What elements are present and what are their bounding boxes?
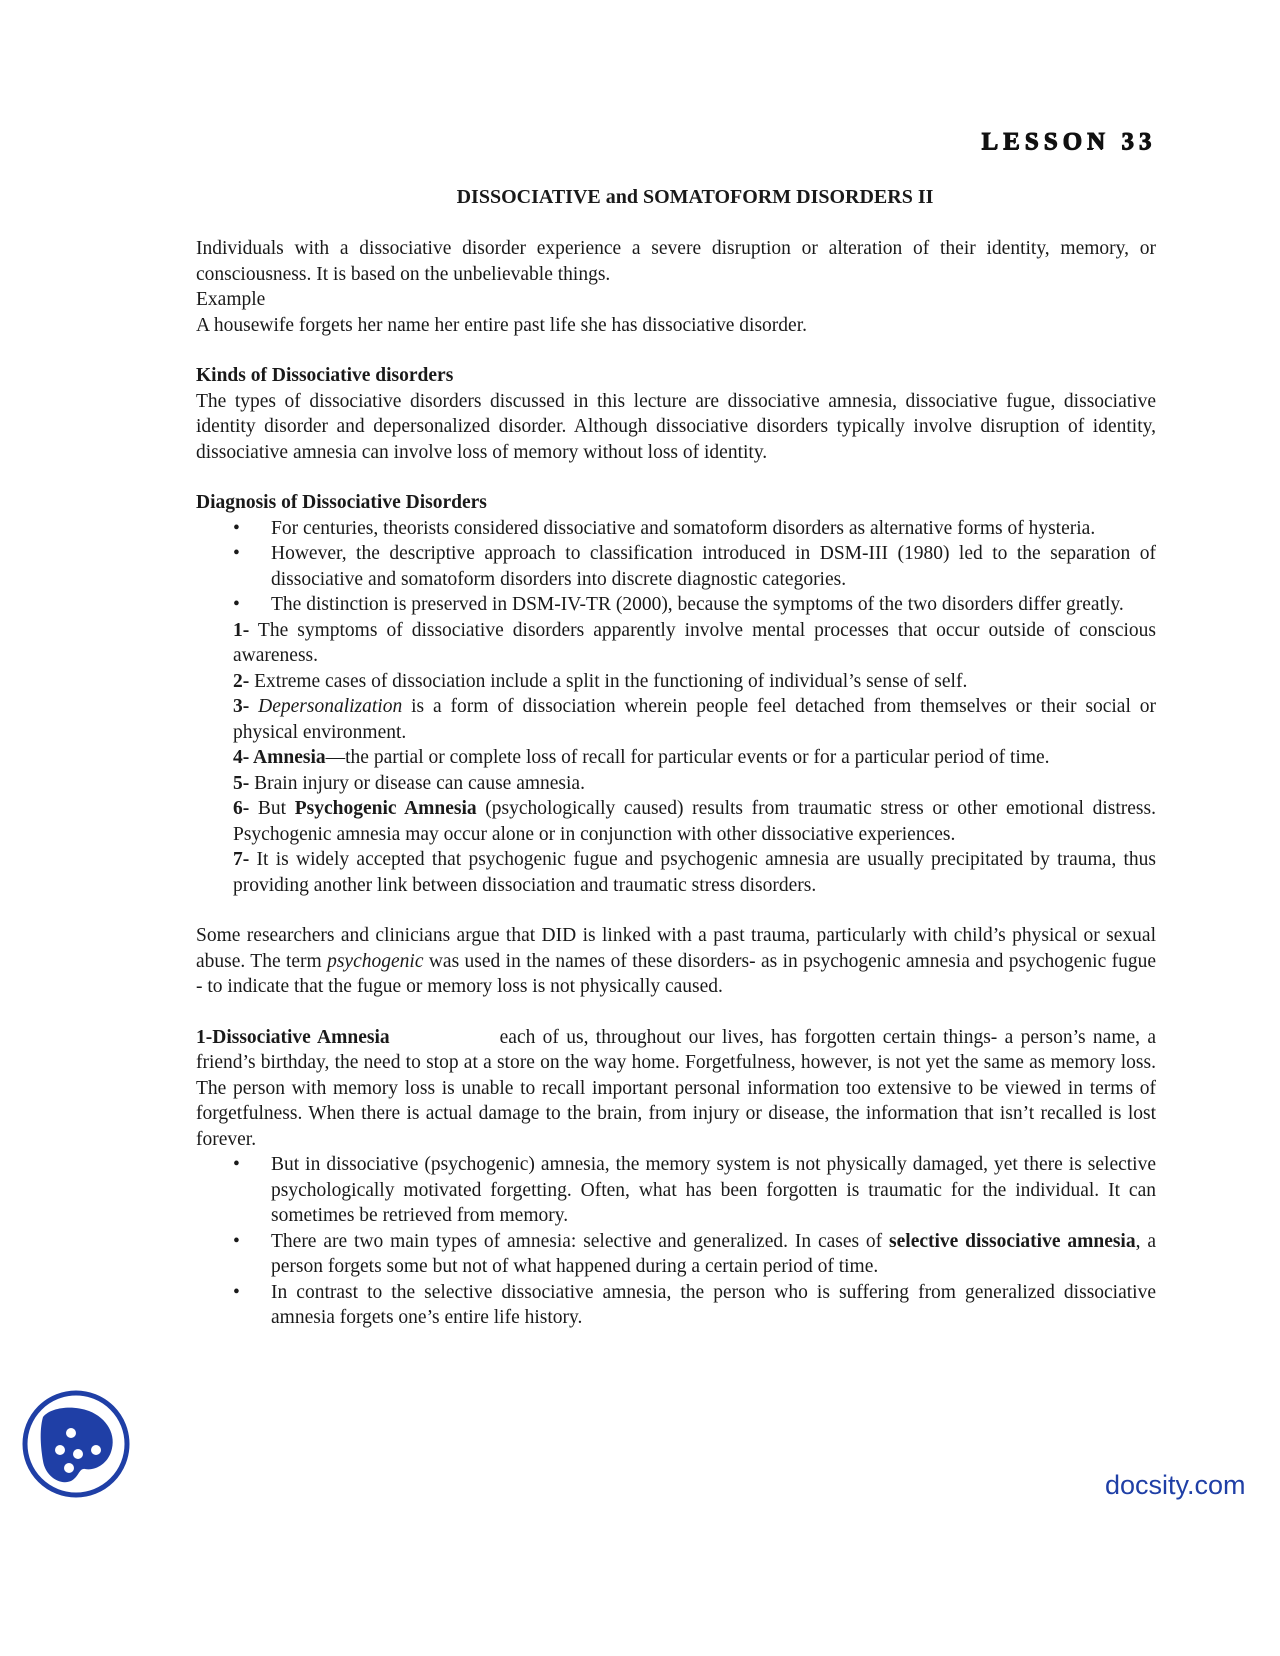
numbered-point-5: 5- Brain injury or disease can cause amnesia.	[233, 772, 585, 794]
page-title: DISSOCIATIVE and SOMATOFORM DISORDERS II	[456, 186, 934, 208]
example-text: A housewife forgets her name her entire past life she has dissociative disorder.	[196, 314, 808, 336]
lesson-number: LESSON 33	[981, 128, 1156, 155]
diagnosis-heading: Diagnosis of Dissociative Disorders	[196, 492, 487, 513]
numbered-point-4: 4- Amnesia—the partial or complete loss of recall for particular events or for a particular period of time.	[233, 747, 1050, 768]
list-item: • There are two main types of amnesia: selective and generalized. In cases of selective dissociative amnesia, a person forgets some but not of what happened during a certain period of time.	[233, 1230, 1156, 1277]
bullet-icon: •	[233, 1154, 240, 1175]
numbered-point-7: 7- It is widely accepted that psychogenic fugue and psychogenic amnesia are usually precipitated by trauma, thus providing another link between dissociation and traumatic stress disorders.	[233, 849, 1156, 896]
amnesia-heading: 1-Dissociative Amnesia	[196, 1026, 390, 1048]
numbered-point-6: 6- But Psychogenic Amnesia (psychologically caused) results from traumatic stress or other emotional distress. Psychogenic amnesia may occur alone or in conjunction with other dissociative experiences.	[233, 798, 1156, 845]
docsity-brand[interactable]: docsity.com	[1105, 1470, 1246, 1500]
kinds-heading: Kinds of Dissociative disorders	[196, 365, 454, 386]
bullet-icon: •	[233, 517, 240, 539]
document-body	[196, 236, 1156, 1331]
intro-paragraph: Individuals with a dissociative disorder experience a severe disruption or alteration of their identity, memory, or consciousness. It is based on the unbelievable things.	[196, 238, 1156, 285]
kinds-paragraph: The types of dissociative disorders discussed in this lecture are dissociative amnesia, dissociative fugue, dissociative identity disorder and depersonalized disorder. Although dissociative disorders typically involve disruption of identity, dissociative amnesia can involve loss of memory without loss of identity.	[196, 390, 1156, 463]
numbered-point-3: 3- Depersonalization is a form of dissociation wherein people feel detached from themselves or their social or physical environment.	[233, 696, 1157, 743]
docsity-logo-icon	[21, 1389, 131, 1499]
numbered-point-1: 1- The symptoms of dissociative disorders apparently involve mental processes that occur outside of conscious awareness.	[233, 619, 1156, 666]
list-item: • For centuries, theorists considered dissociative and somatoform disorders as alternative forms of hysteria.	[233, 516, 1156, 542]
example-label: Example	[196, 289, 266, 310]
bullet-icon: •	[233, 594, 240, 615]
list-item: • In contrast to the selective dissociative amnesia, the person who is suffering from generalized dissociative amnesia forgets one’s entire life history.	[233, 1281, 1156, 1328]
bullet-icon: •	[233, 543, 240, 564]
numbered-point-2: 2- Extreme cases of dissociation include a split in the functioning of individual’s sense of self.	[233, 670, 968, 692]
bullet-icon: •	[233, 1230, 240, 1252]
list-item: • But in dissociative (psychogenic) amnesia, the memory system is not physically damaged, yet there is selective psychologically motivated forgetting. Often, what has been forgotten is traumatic for the individual. It can sometimes be retrieved from memory.	[233, 1154, 1156, 1226]
list-item: • The distinction is preserved in DSM-IV-TR (2000), because the symptoms of the two disorders differ greatly.	[233, 592, 1156, 618]
diagnosis-bullet-list	[233, 516, 1156, 618]
amnesia-bullet-list	[233, 1152, 1156, 1331]
bullet-icon: •	[233, 1281, 240, 1303]
trauma-paragraph: Some researchers and clinicians argue that DID is linked with a past trauma, particularly with child’s physical or sexual abuse. The term psychogenic was used in the names of these disorders- as in psychogenic amnesia and psychogenic fugue - to indicate that the fugue or memory loss is not physically caused.	[196, 925, 1156, 997]
amnesia-paragraph: 1-Dissociative Amnesia each of us, throughout our lives, has forgotten certain things- a person’s name, a friend’s birthday, the need to stop at a store on the way home. Forgetfulness, however, is not yet the same as memory loss. The person with memory loss is unable to recall important personal information too extensive to be viewed in terms of forgetfulness. When there is actual damage to the brain, from injury or disease, the information that isn’t recalled is lost forever.	[196, 1026, 1156, 1150]
list-item: • However, the descriptive approach to classification introduced in DSM-III (1980) led to the separation of dissociative and somatoform disorders into discrete diagnostic categories.	[233, 543, 1156, 590]
